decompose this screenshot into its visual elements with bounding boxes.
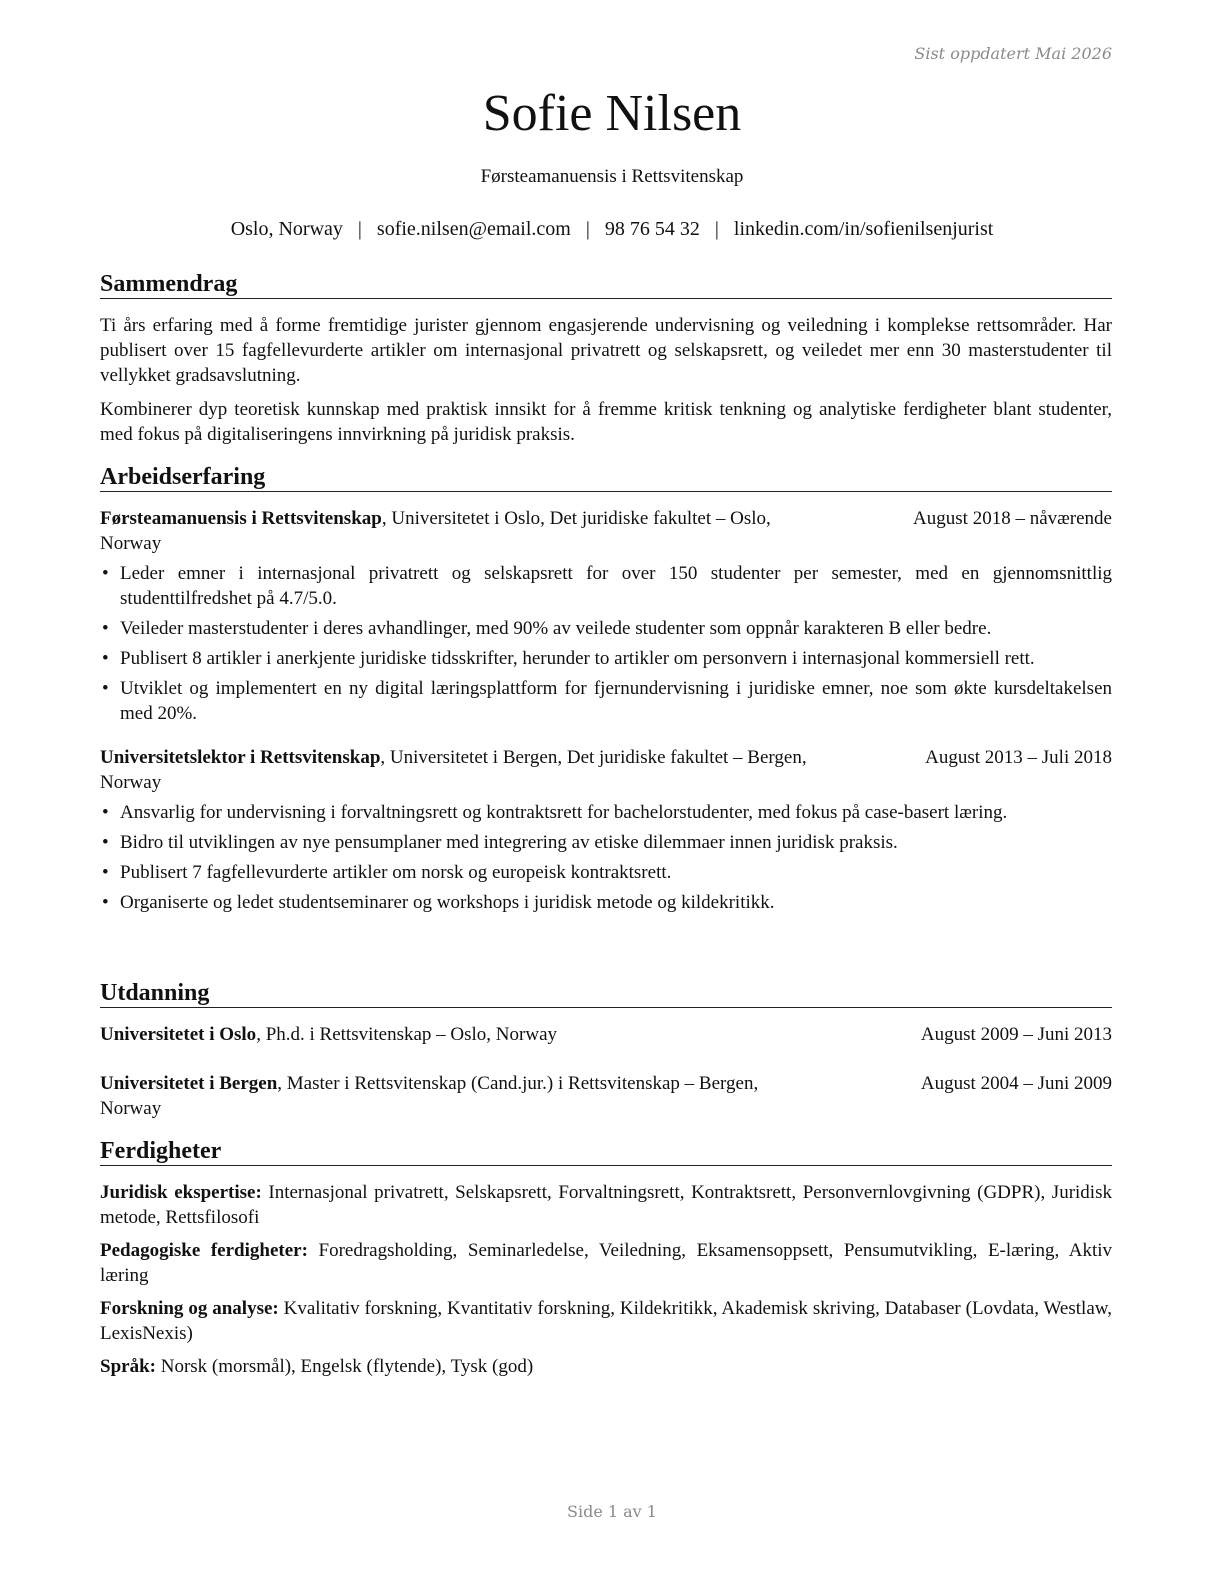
job-bullets bbox=[100, 561, 1112, 726]
contact-separator: | bbox=[585, 218, 590, 240]
education-dates: August 2004 – Juni 2009 bbox=[920, 1073, 1112, 1094]
page-number: Side 1 av 1 bbox=[567, 1502, 657, 1521]
education-detail: , Master i Rettsvitenskap (Cand.jur.) i Rettsvitenskap – Bergen, bbox=[277, 1073, 759, 1094]
skill-text: Kvalitativ forskning, Kvantitativ forskning, Kildekritikk, Akademisk skriving, Databaser (Lovdata, Westlaw, LexisNexis) bbox=[100, 1298, 1112, 1344]
job-role: Universitetslektor i Rettsvitenskap bbox=[100, 747, 381, 768]
job-dates: August 2018 – nåværende bbox=[913, 508, 1112, 529]
education-country: Norway bbox=[100, 1098, 162, 1119]
job-header bbox=[100, 506, 1112, 531]
summary-heading: Sammendrag bbox=[100, 270, 1112, 299]
education-heading: Utdanning bbox=[100, 979, 1112, 1008]
education-section bbox=[100, 979, 1112, 1121]
job-dates: August 2013 – Juli 2018 bbox=[925, 747, 1112, 768]
last-updated-note: Sist oppdatert Mai 2026 bbox=[914, 44, 1112, 63]
list-item: • Veileder masterstudenter i deres avhandlinger, med 90% av veilede studenter som oppnår karakteren B eller bedre. bbox=[100, 616, 1112, 641]
contact-linkedin[interactable]: linkedin.com/in/sofienilsenjurist bbox=[733, 218, 994, 240]
skill-label: Pedagogiske ferdigheter: bbox=[100, 1240, 308, 1261]
job-role: Førsteamanuensis i Rettsvitenskap bbox=[100, 508, 382, 529]
contact-separator: | bbox=[357, 218, 362, 240]
education-dates: August 2009 – Juni 2013 bbox=[920, 1024, 1112, 1045]
skill-item bbox=[100, 1180, 1112, 1230]
education-entry bbox=[100, 1071, 1112, 1096]
experience-section bbox=[100, 463, 1112, 920]
experience-heading: Arbeidserfaring bbox=[100, 463, 1112, 492]
contact-phone: 98 76 54 32 bbox=[604, 218, 700, 240]
skill-item bbox=[100, 1238, 1112, 1288]
skills-heading: Ferdigheter bbox=[100, 1137, 1112, 1166]
contact-separator: | bbox=[714, 218, 719, 240]
list-item: • Organiserte og ledet studentseminarer og workshops i juridisk metode og kildekritikk. bbox=[100, 890, 1112, 915]
skill-item bbox=[100, 1354, 1112, 1379]
job-employer: , Universitetet i Oslo, Det juridiske fakultet – Oslo, bbox=[381, 508, 771, 529]
list-item: • Bidro til utviklingen av nye pensumplaner med integrering av etiske dilemmaer innen juridisk praksis. bbox=[100, 830, 1112, 855]
summary-paragraph: Ti års erfaring med å forme fremtidige jurister gjennom engasjerende undervisning og veiledning i komplekse rettsområder. Har publisert over 15 fagfellevurderte artikler om internasjonal privatrett og selskapsrett, og veiledet mer enn 30 masterstudenter til vellykket gradsavslutning. bbox=[100, 315, 1112, 386]
person-name: Sofie Nilsen bbox=[482, 85, 742, 142]
list-item: • Leder emner i internasjonal privatrett og selskapsrett for over 150 studenter per semester, med en gjennomsnittlig studenttilfredshet på 4.7/5.0. bbox=[100, 561, 1112, 611]
job-entry bbox=[100, 506, 1112, 726]
education-school: Universitetet i Oslo bbox=[100, 1024, 257, 1045]
contact-email[interactable]: sofie.nilsen@email.com bbox=[376, 218, 571, 240]
job-bullets bbox=[100, 800, 1112, 915]
education-school: Universitetet i Bergen bbox=[100, 1073, 278, 1094]
summary-section bbox=[100, 270, 1112, 447]
skill-item bbox=[100, 1296, 1112, 1346]
job-entry bbox=[100, 745, 1112, 915]
job-employer: , Universitetet i Bergen, Det juridiske fakultet – Bergen, bbox=[380, 747, 807, 768]
job-header bbox=[100, 745, 1112, 770]
skill-text: Internasjonal privatrett, Selskapsrett, Forvaltningsrett, Kontraktsrett, Personvernlovgivning (GDPR), Juridisk metode, Rettsfilosofi bbox=[100, 1182, 1112, 1228]
skill-text: Foredragsholding, Seminarledelse, Veiledning, Eksamensoppsett, Pensumutvikling, E-læring, Aktiv læring bbox=[100, 1240, 1112, 1286]
contact-location: Oslo, Norway bbox=[230, 218, 343, 240]
person-title: Førsteamanuensis i Rettsvitenskap bbox=[480, 166, 744, 187]
skills-section bbox=[100, 1137, 1112, 1379]
contact-line bbox=[0, 218, 1224, 241]
summary-paragraph: Kombinerer dyp teoretisk kunnskap med praktisk innsikt for å fremme kritisk tenkning og analytiske ferdigheter blant studenter, med fokus på digitaliseringens innvirkning på juridisk praksis. bbox=[100, 399, 1112, 445]
job-country: Norway bbox=[100, 772, 162, 793]
skill-label: Juridisk ekspertise: bbox=[100, 1182, 262, 1203]
education-entry bbox=[100, 1022, 1112, 1047]
skill-label: Språk: bbox=[100, 1356, 156, 1377]
list-item: • Publisert 7 fagfellevurderte artikler om norsk og europeisk kontraktsrett. bbox=[100, 860, 1112, 885]
skill-label: Forskning og analyse: bbox=[100, 1298, 279, 1319]
job-country: Norway bbox=[100, 533, 162, 554]
list-item: • Ansvarlig for undervisning i forvaltningsrett og kontraktsrett for bachelorstudenter, med fokus på case-basert læring. bbox=[100, 800, 1112, 825]
skill-text: Norsk (morsmål), Engelsk (flytende), Tysk (god) bbox=[155, 1356, 534, 1377]
list-item: • Utviklet og implementert en ny digital læringsplattform for fjernundervisning i juridiske emner, noe som økte kursdeltakelsen med 20%. bbox=[100, 676, 1112, 726]
education-detail: , Ph.d. i Rettsvitenskap – Oslo, Norway bbox=[256, 1024, 558, 1045]
list-item: • Publisert 8 artikler i anerkjente juridiske tidsskrifter, herunder to artikler om personvern i internasjonal kommersiell rett. bbox=[100, 646, 1112, 671]
